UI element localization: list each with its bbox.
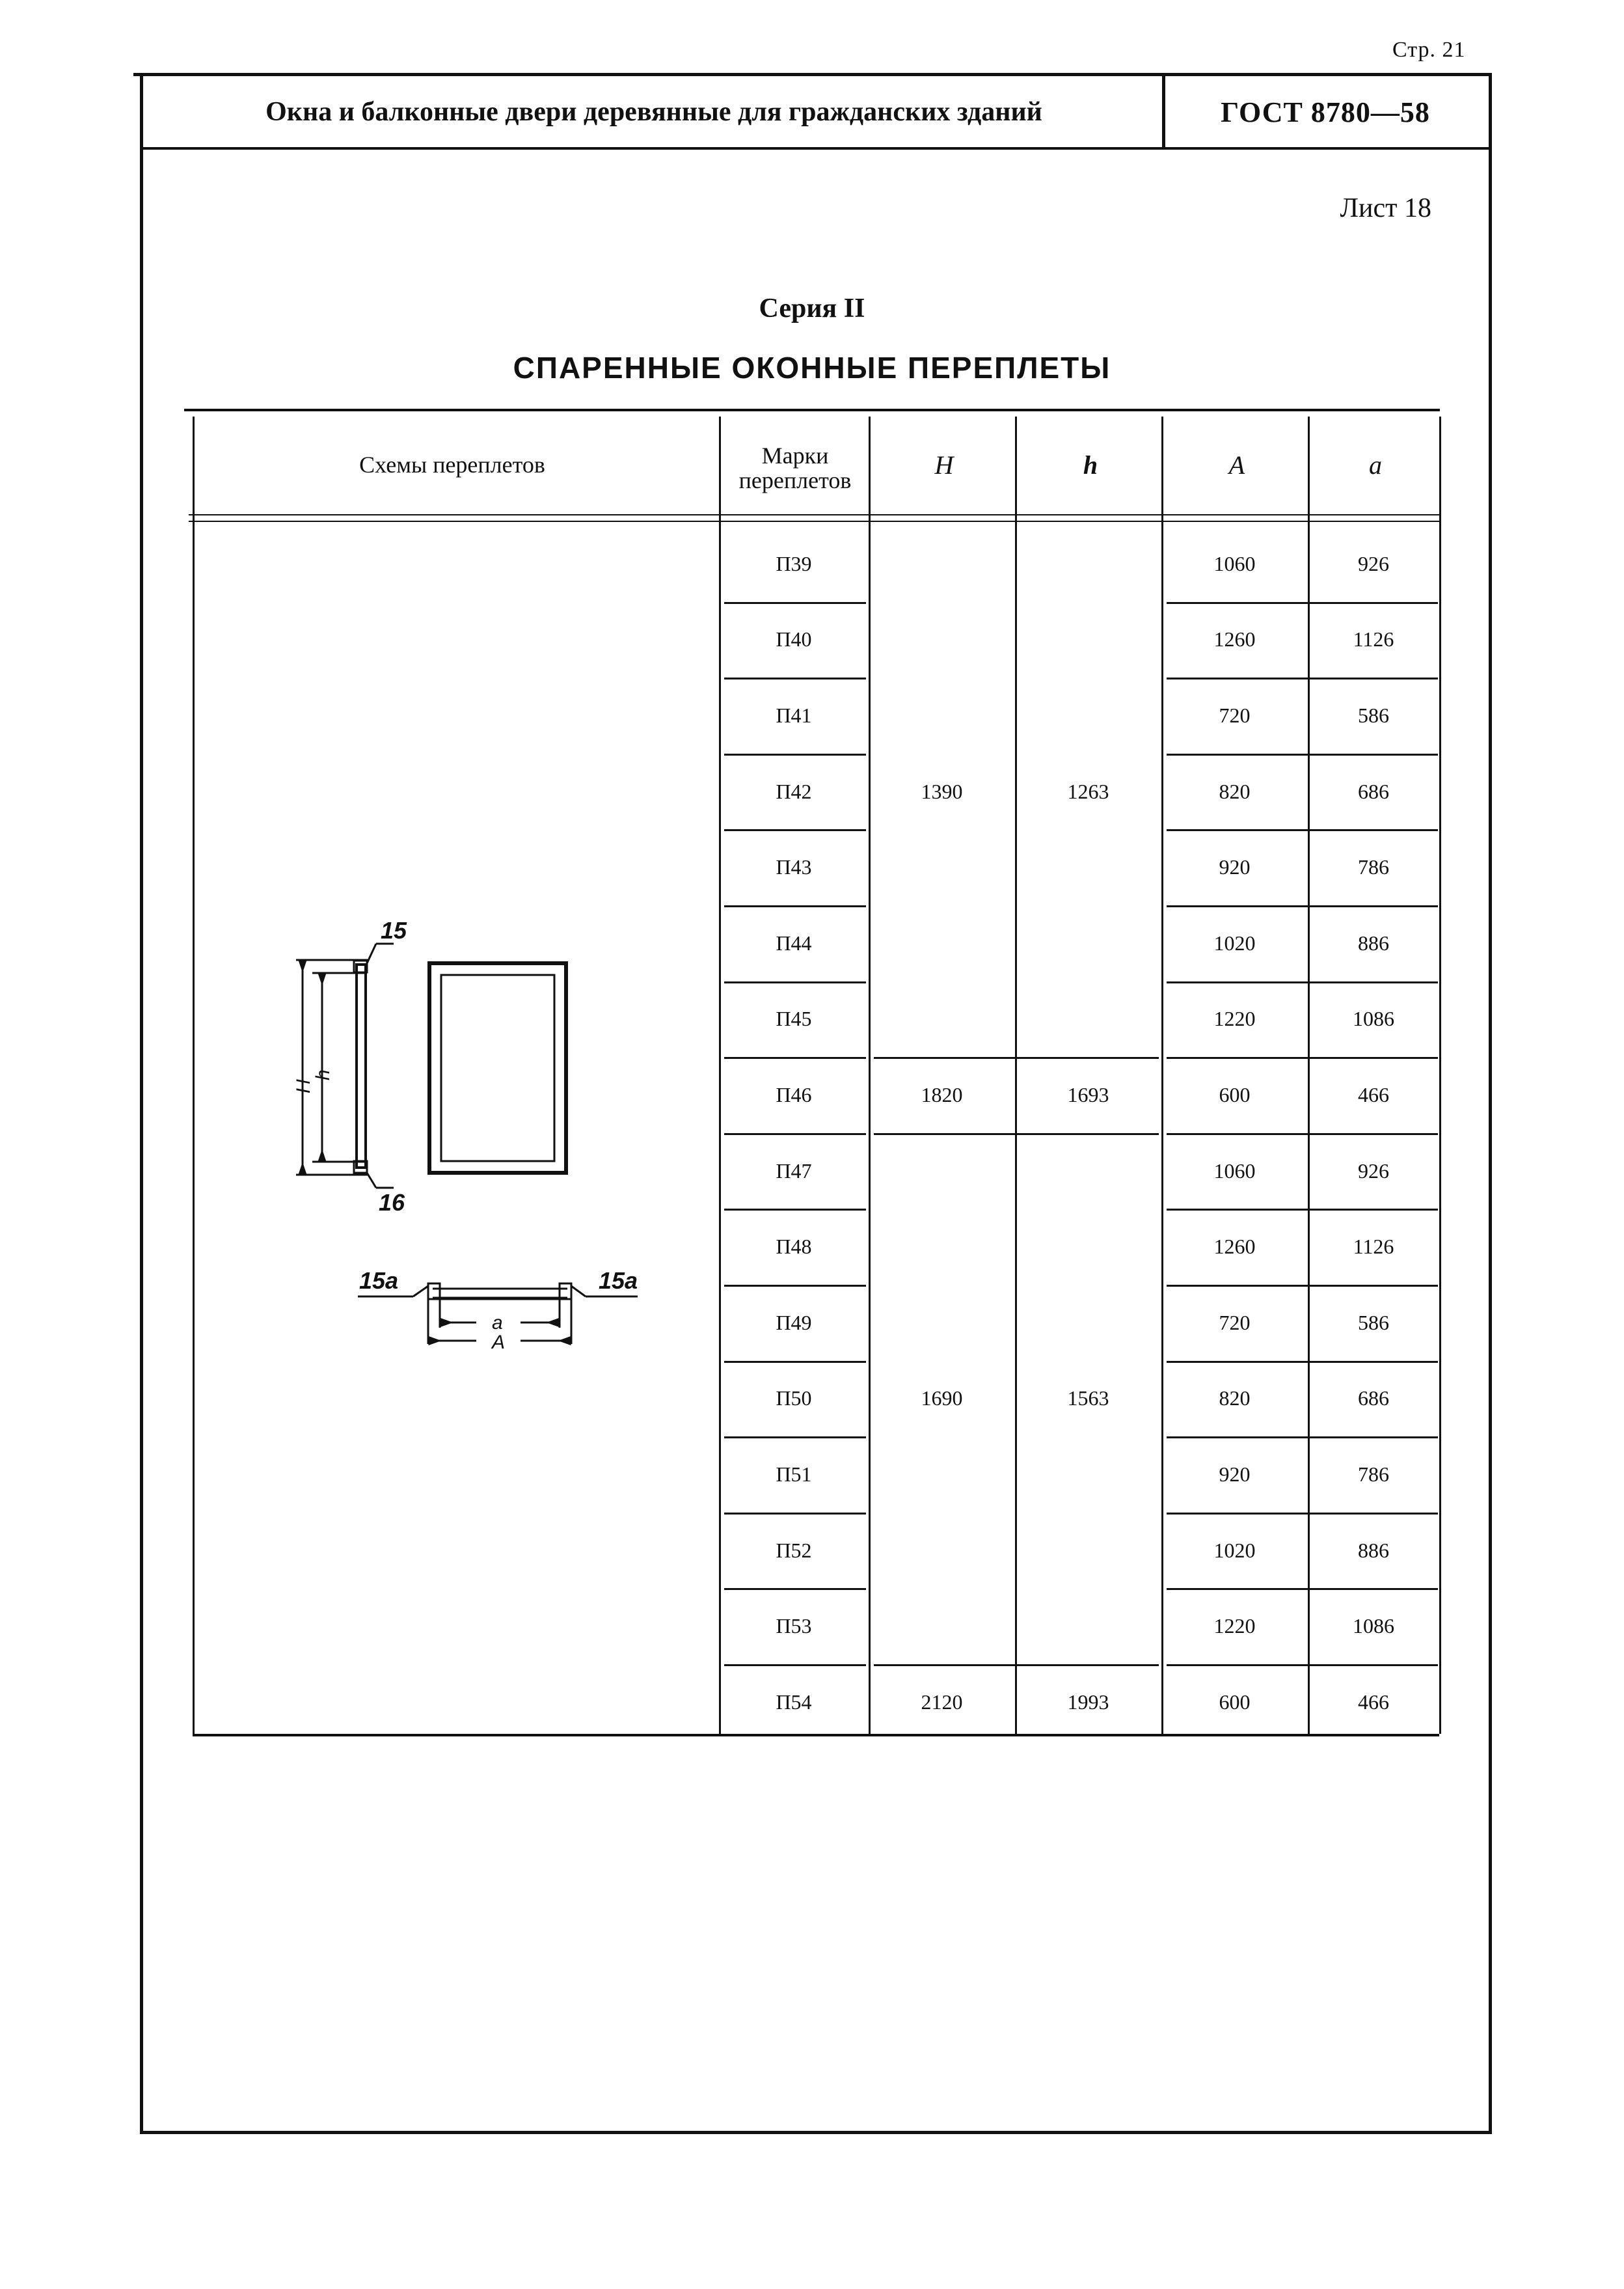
cell-A: 600 (1219, 1082, 1251, 1106)
cell-mark: П42 (776, 779, 812, 803)
cell-a: 886 (1358, 931, 1389, 955)
series-label: Серия II (759, 294, 865, 323)
cell-a: 586 (1358, 703, 1389, 727)
standard-number: ГОСТ 8780—58 (1221, 96, 1430, 128)
col-header-A: A (1228, 450, 1245, 480)
cell-A: 920 (1219, 1462, 1251, 1486)
header-divider (1162, 75, 1165, 148)
cell-H: 1690 (921, 1386, 963, 1410)
cell-mark: П45 (776, 1007, 812, 1031)
cell-mark: П48 (776, 1235, 812, 1259)
cell-A: 1260 (1213, 1235, 1256, 1259)
window-sash-schematic (273, 898, 690, 1393)
cell-mark: П49 (776, 1310, 812, 1334)
cell-A: 1220 (1213, 1614, 1256, 1638)
cell-A: 1220 (1213, 1007, 1256, 1031)
cell-a: 466 (1358, 1690, 1389, 1714)
page-number: Стр. 21 (1392, 38, 1466, 62)
cell-A: 600 (1219, 1690, 1251, 1714)
cell-a: 1086 (1353, 1007, 1394, 1031)
cell-mark: П44 (776, 931, 812, 955)
table-header-rule (189, 514, 1439, 515)
cell-mark: П41 (776, 703, 812, 727)
cell-h: 1263 (1067, 779, 1109, 803)
cell-A: 1060 (1213, 551, 1256, 575)
table-column-rule (193, 417, 195, 1734)
cell-A: 1060 (1213, 1158, 1256, 1183)
cell-a: 1126 (1353, 627, 1394, 651)
cell-mark: П43 (776, 855, 812, 879)
sheet-label: Лист 18 (1340, 193, 1431, 223)
cell-A: 720 (1219, 1310, 1251, 1334)
cell-mark: П47 (776, 1158, 812, 1183)
cell-A: 820 (1219, 1386, 1251, 1410)
cell-a: 786 (1358, 855, 1389, 879)
dim-label-H: H (293, 1079, 314, 1093)
col-header-H: H (934, 450, 954, 480)
cell-mark: П53 (776, 1614, 812, 1638)
document-title: Окна и балконные двери деревянные для гражданских зданий (265, 97, 1042, 127)
cell-H: 1820 (921, 1082, 963, 1106)
col-header-a: a (1369, 450, 1382, 480)
cell-H: 1390 (921, 779, 963, 803)
cell-mark: П46 (776, 1082, 812, 1106)
table-top-rule (184, 409, 1440, 411)
cell-mark: П39 (776, 551, 812, 575)
cell-h: 1993 (1067, 1690, 1109, 1714)
detail-label-right: 15а (599, 1267, 638, 1294)
header-top-rule (133, 73, 1490, 76)
header-bottom-rule (140, 147, 1489, 150)
cell-a: 1126 (1353, 1235, 1394, 1259)
cell-mark: П54 (776, 1690, 812, 1714)
cell-A: 1020 (1213, 1538, 1256, 1562)
cell-A: 920 (1219, 855, 1251, 879)
cell-h: 1563 (1067, 1386, 1109, 1410)
cell-a: 1086 (1353, 1614, 1394, 1638)
detail-label-bottom: 16 (379, 1189, 405, 1216)
cell-h: 1693 (1067, 1082, 1109, 1106)
cell-mark: П50 (776, 1386, 812, 1410)
sash-section-drawing (296, 944, 638, 1344)
cell-a: 686 (1358, 779, 1389, 803)
col-header-mark: Марки переплетов (738, 443, 852, 493)
table-header-rule-2 (189, 521, 1439, 522)
dim-label-A: A (492, 1332, 506, 1353)
col-header-h: h (1083, 450, 1098, 480)
cell-mark: П40 (776, 627, 812, 651)
detail-label-top: 15 (381, 917, 407, 944)
cell-a: 686 (1358, 1386, 1389, 1410)
cell-a: 586 (1358, 1310, 1389, 1334)
cell-mark: П51 (776, 1462, 812, 1486)
cell-A: 1260 (1213, 627, 1256, 651)
cell-A: 820 (1219, 779, 1251, 803)
table-column-rule (1439, 417, 1441, 1734)
detail-label-left: 15а (359, 1267, 399, 1294)
dim-label-h: h (312, 1069, 334, 1080)
cell-a: 926 (1358, 1158, 1389, 1183)
cell-a: 786 (1358, 1462, 1389, 1486)
cell-H: 2120 (921, 1690, 963, 1714)
col-header-schema: Схемы переплетов (359, 452, 545, 478)
cell-A: 1020 (1213, 931, 1256, 955)
cell-A: 720 (1219, 703, 1251, 727)
cell-a: 926 (1358, 551, 1389, 575)
table-title: СПАРЕННЫЕ ОКОННЫЕ ПЕРЕПЛЕТЫ (513, 351, 1111, 385)
dim-label-a: а (492, 1312, 503, 1334)
cell-a: 886 (1358, 1538, 1389, 1562)
cell-mark: П52 (776, 1538, 812, 1562)
cell-a: 466 (1358, 1082, 1389, 1106)
